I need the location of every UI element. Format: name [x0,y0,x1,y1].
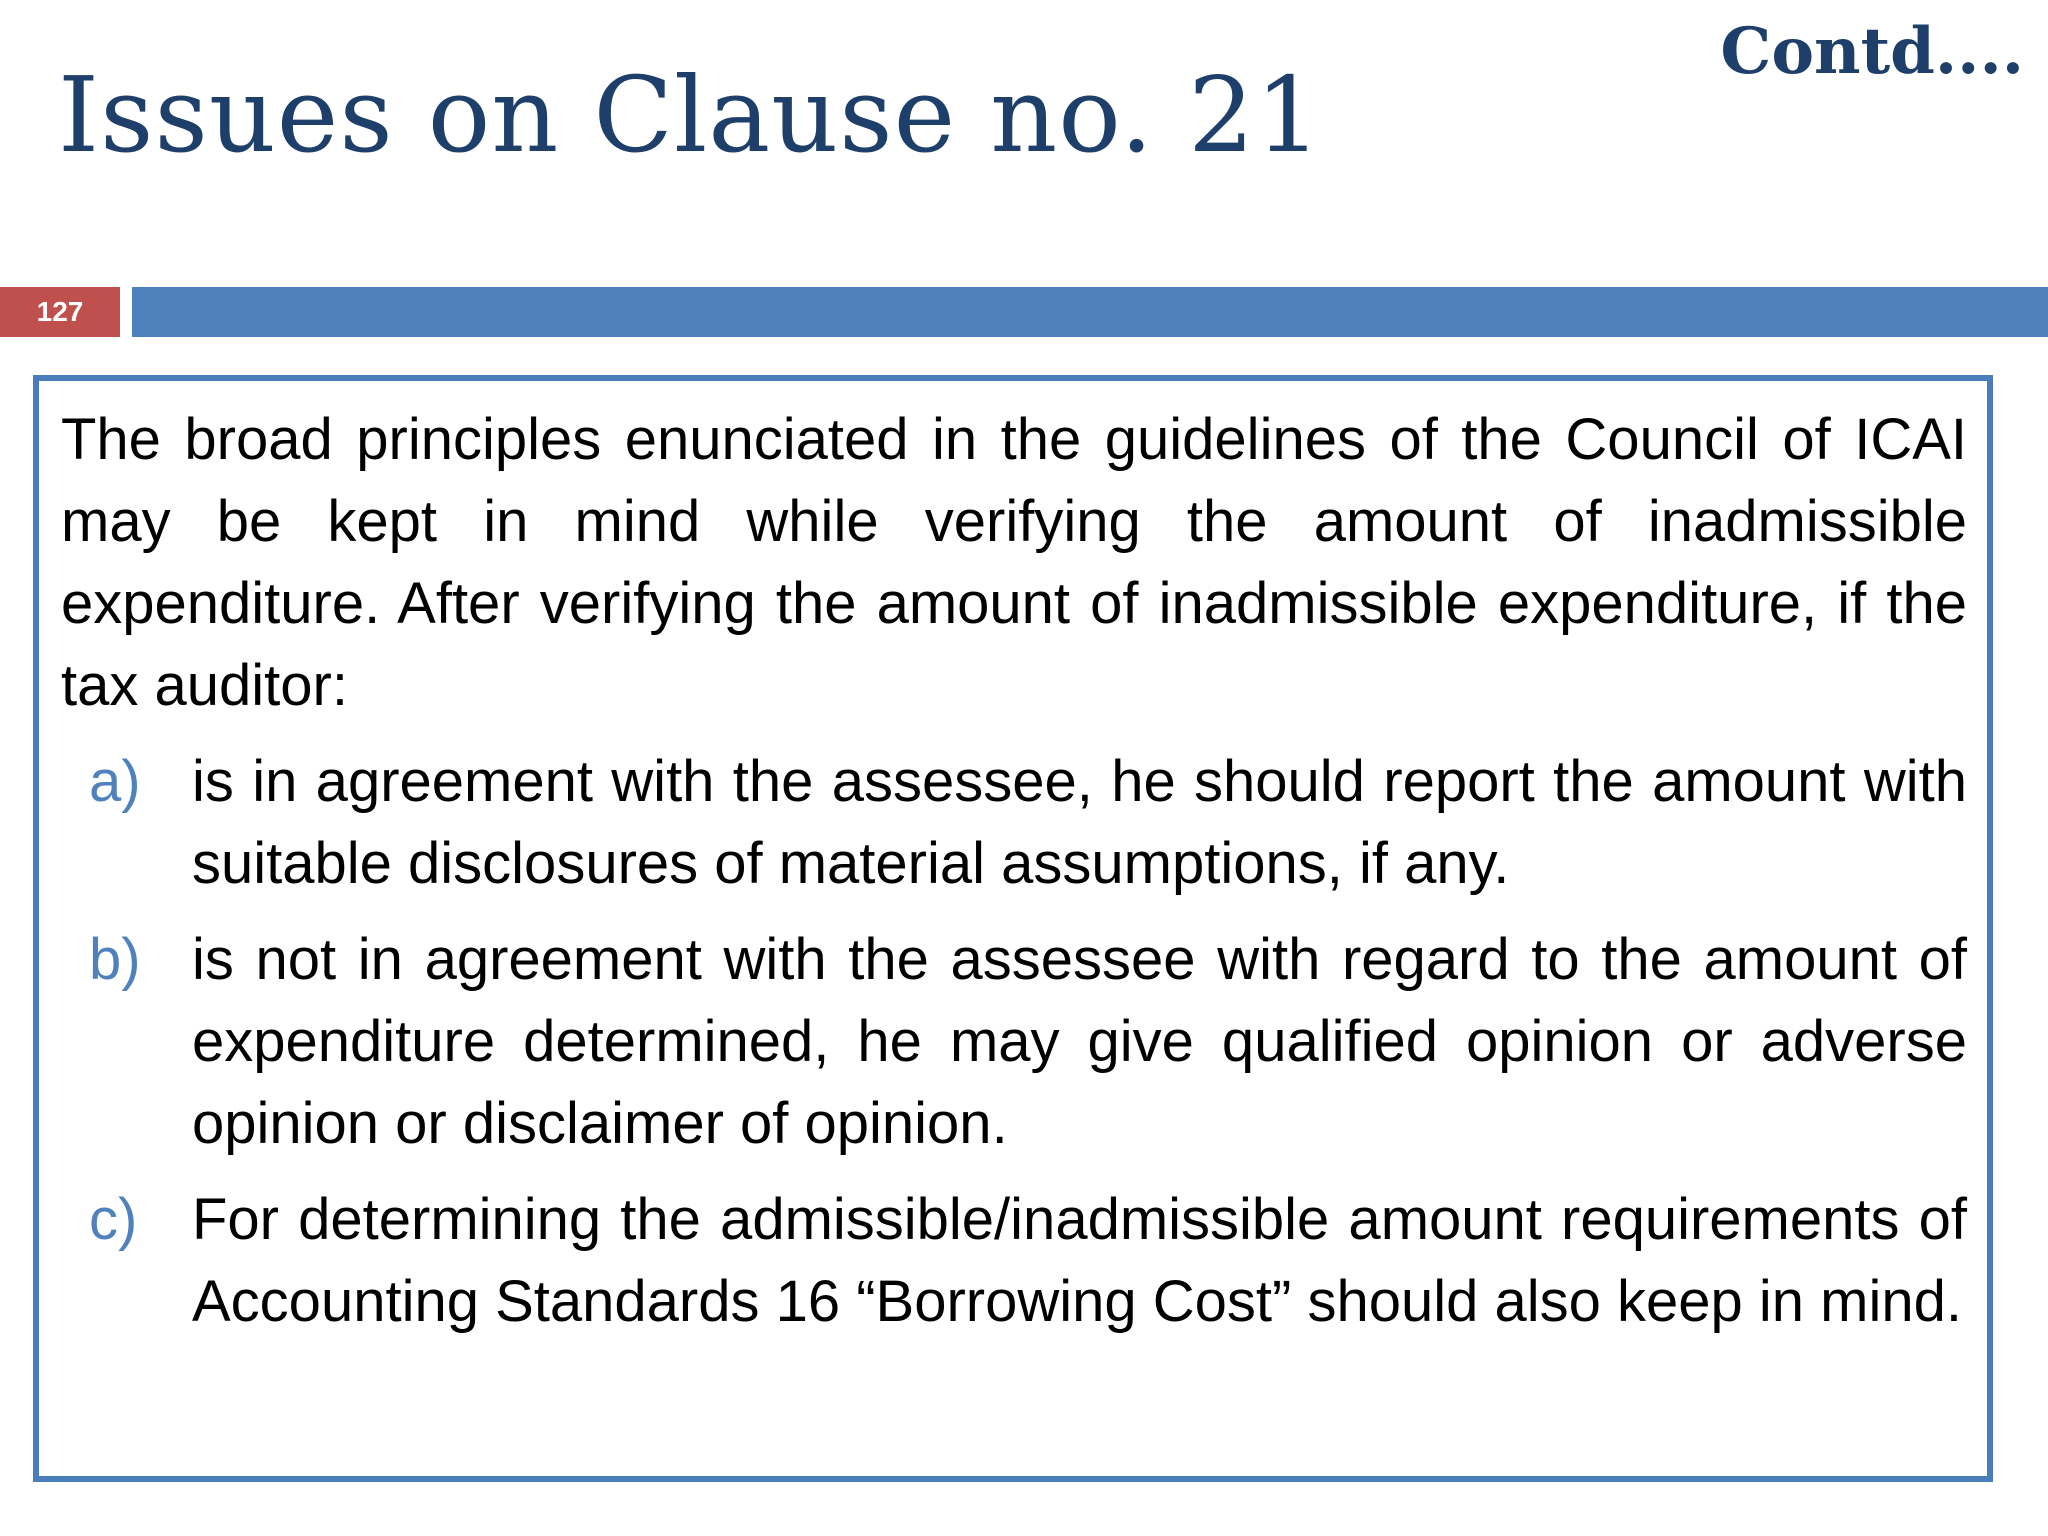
list-item-text: is in agreement with the assessee, he should report the amount with suitable disclosures of material assumptions, if any. [192,749,1967,896]
list-item-label: b) [89,927,141,992]
slide-number-badge: 127 [0,287,120,337]
slide-title: Issues on Clause no. 21 [58,54,1323,176]
list-item [61,919,1967,1165]
continued-label: Contd.... [1720,14,2024,89]
list-item [61,1179,1967,1343]
list-item-label: c) [89,1187,138,1252]
list-item-text: is not in agreement with the assessee with regard to the amount of expenditure determined, he may give qualified opinion or adverse opinion or disclaimer of opinion. [192,927,1967,1156]
list-item [61,741,1967,905]
intro-paragraph: The broad principles enunciated in the guidelines of the Council of ICAI may be kept in mind while verifying the amount of inadmissible expenditure. After verifying the amount of inadmissible expenditure, if the tax auditor: [61,407,1967,718]
list-item-label: a) [89,749,141,814]
title-divider-bar [132,287,2048,337]
list-item-text: For determining the admissible/inadmissible amount requirements of Accounting Standards 16 “Borrowing Cost” should also keep in mind. [192,1187,1967,1334]
content-box [33,375,1993,1482]
